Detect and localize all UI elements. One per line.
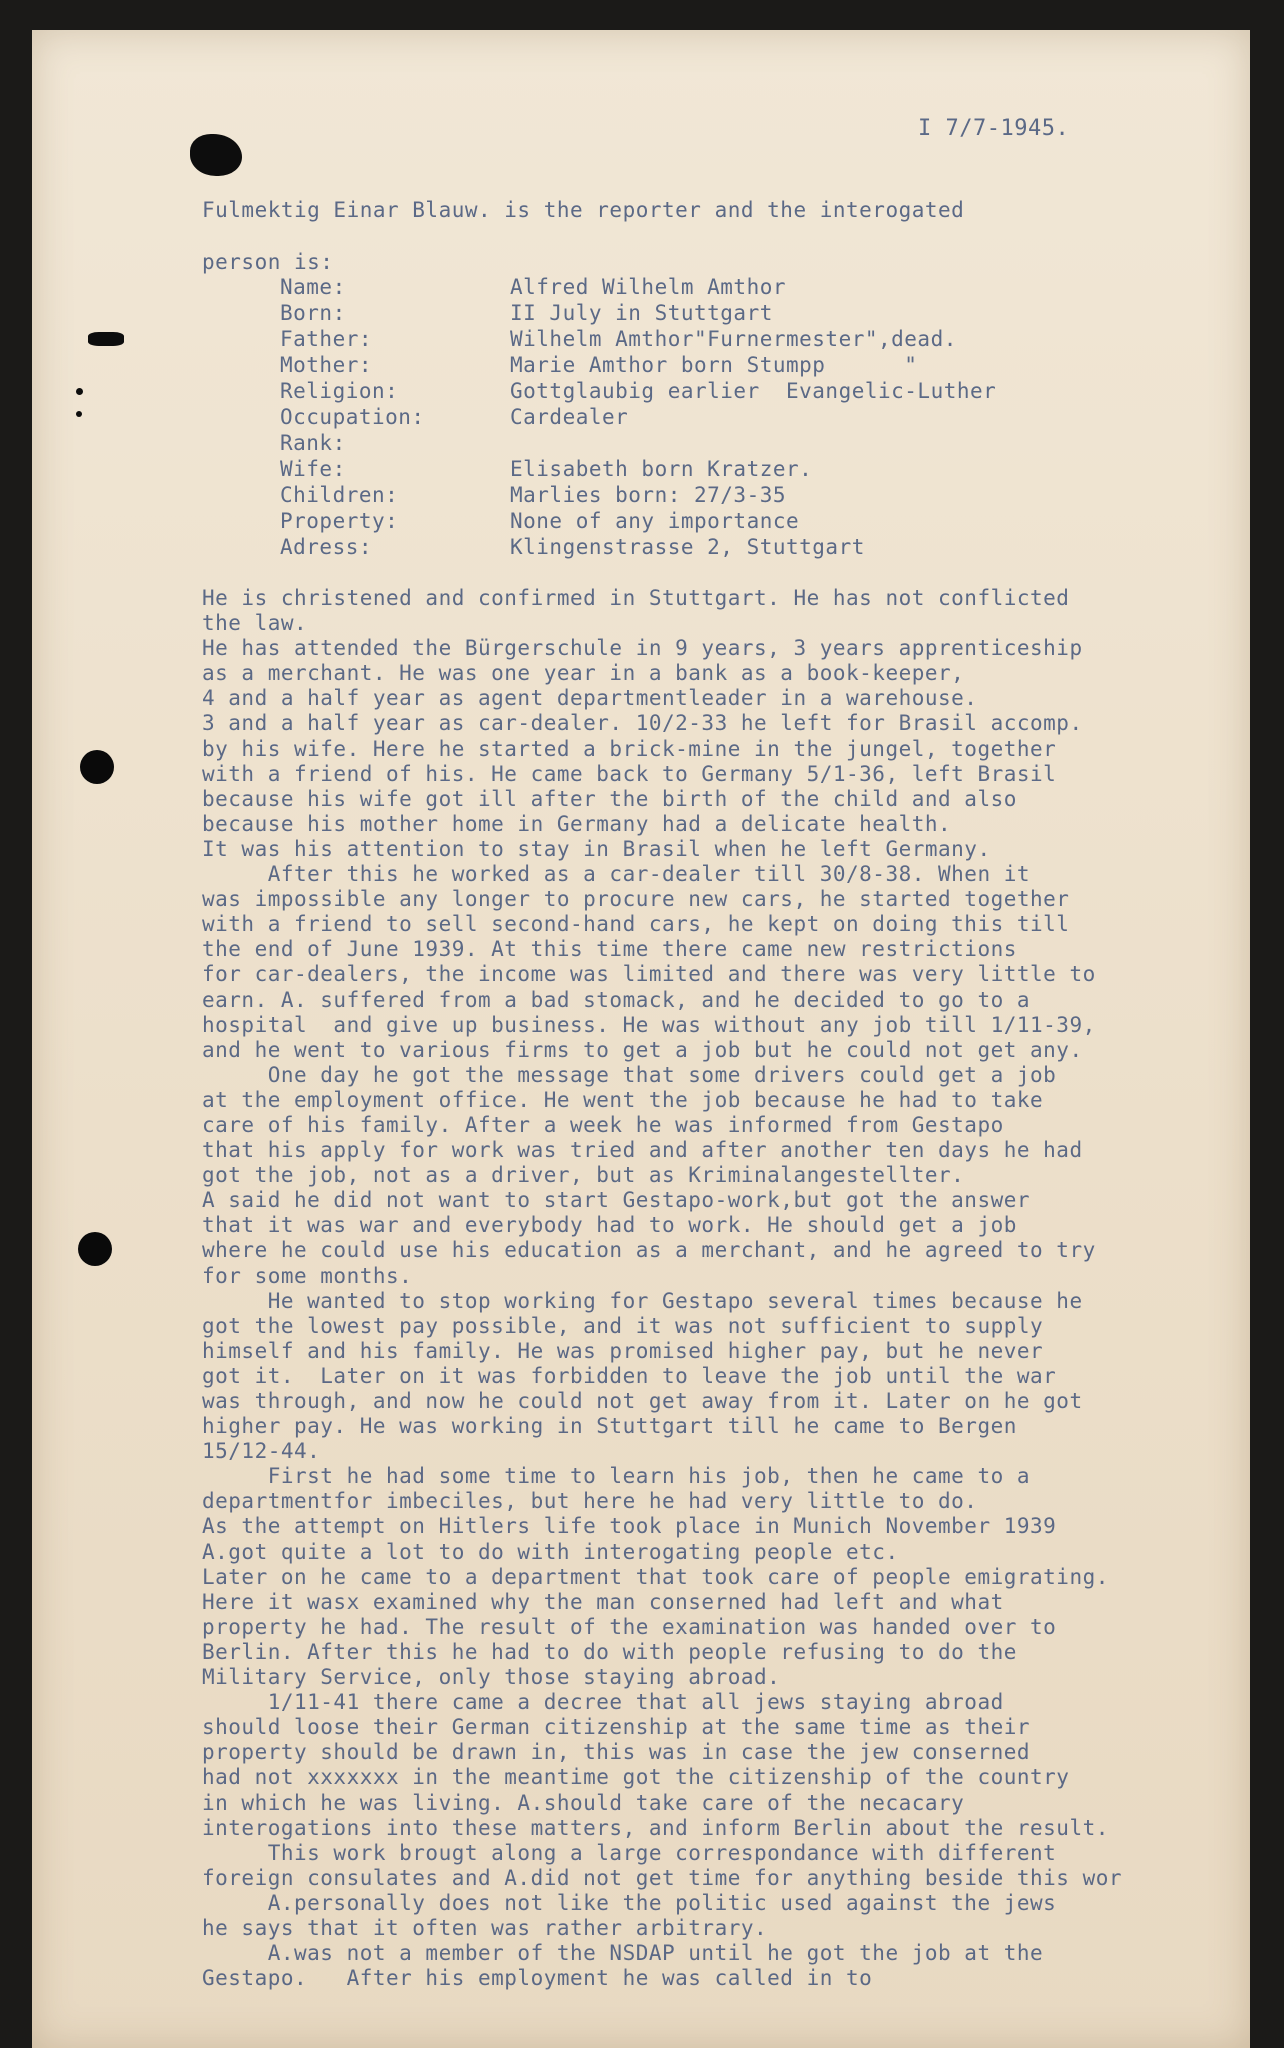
body-line — [202, 1113, 1122, 1138]
body-line-text: Here it wasx examined why the man conserned had left and what — [202, 1589, 1004, 1614]
detail-value: Cardealer — [510, 405, 629, 429]
body-line — [202, 611, 1122, 636]
body-line — [202, 1088, 1122, 1113]
body-line — [202, 1866, 1122, 1891]
body-line — [202, 1063, 1122, 1088]
body-line-text: with a friend to sell second-hand cars, he kept on doing this till — [202, 912, 1070, 937]
body-line — [202, 1715, 1122, 1740]
body-line-text: 4 and a half year as agent departmentleader in a warehouse. — [202, 686, 978, 711]
body-line-text: should loose their German citizenship at the same time as their — [202, 1715, 1031, 1740]
body-line-text: A.personally does not like the politic used against the jews — [202, 1890, 1057, 1915]
document-date: I 7/7-1945. — [918, 116, 1070, 141]
body-line-text: for car-dealers, the income was limited and there was very little to — [202, 962, 1096, 987]
body-line-text: care of his family. After a week he was informed from Gestapo — [202, 1112, 1004, 1137]
body-line — [202, 1590, 1122, 1615]
body-line — [202, 1188, 1122, 1213]
punch-hole-bottom — [78, 1232, 112, 1266]
body-line-text: departmentfor imbeciles, but here he had very little to do. — [202, 1489, 978, 1514]
body-line-text: Military Service, only those staying abroad. — [202, 1665, 781, 1690]
detail-value: Marie Amthor born Stumpp " — [510, 353, 918, 377]
detail-label: Name: — [280, 275, 346, 299]
body-line — [202, 1540, 1122, 1565]
detail-value: Elisabeth born Kratzer. — [510, 457, 813, 481]
body-line — [202, 1640, 1122, 1665]
detail-value: Marlies born: 27/3-35 — [510, 483, 787, 507]
body-line-text: As the attempt on Hitlers life took place in Munich November 1939 — [202, 1514, 1057, 1539]
body-line-text: earn. A. suffered from a bad stomack, and he decided to go to a — [202, 987, 1031, 1012]
body-line — [202, 1740, 1122, 1765]
body-line — [202, 1816, 1122, 1841]
body-line-text: got the lowest pay possible, and it was not sufficient to supply — [202, 1313, 1044, 1338]
body-line — [202, 787, 1122, 812]
ink-dot — [76, 388, 83, 395]
body-line — [202, 1615, 1122, 1640]
body-line — [202, 962, 1122, 987]
body-line-text: One day he got the message that some drivers could get a job — [202, 1062, 1057, 1087]
body-line-text: property should be drawn in, this was in case the jew conserned — [202, 1740, 1031, 1765]
body-line-text: that it was war and everybody had to work. He should get a job — [202, 1213, 1017, 1238]
body-line-text: This work brougt along a large correspondance with different — [202, 1840, 1057, 1865]
body-line — [202, 686, 1122, 711]
body-line-text: by his wife. Here he started a brick-mine in the jungel, together — [202, 736, 1057, 761]
punch-hole-top — [80, 750, 114, 784]
detail-value: Alfred Wilhelm Amthor — [510, 275, 787, 299]
detail-label: Occupation: — [280, 405, 425, 429]
body-line — [202, 862, 1122, 887]
body-line — [202, 812, 1122, 837]
detail-label: Born: — [280, 301, 346, 325]
body-line — [202, 1791, 1122, 1816]
intro-line: Fulmektig Einar Blauw. is the reporter and the interogated — [202, 198, 965, 222]
document-page — [32, 30, 1250, 2048]
body-line-text: First he had some time to learn his job, then he came to a — [202, 1464, 1031, 1489]
detail-value: Gottglaubig earlier Evangelic-Luther — [510, 379, 997, 403]
body-line-text: had not xxxxxxx in the meantime got the citizenship of the country — [202, 1765, 1070, 1790]
body-line-text: Gestapo. After his employment he was called in to — [202, 1966, 873, 1991]
body-line — [202, 1339, 1122, 1364]
ink-blot-small — [88, 332, 124, 346]
body-line-text: 15/12-44. — [202, 1439, 321, 1464]
report-body — [202, 586, 1122, 1991]
body-line-text: A said he did not want to start Gestapo-work,but got the answer — [202, 1188, 1031, 1213]
body-line-text: and he went to various firms to get a job but he could not get any. — [202, 1037, 1083, 1062]
body-line-text: in which he was living. A.should take care of the necacary — [202, 1790, 965, 1815]
detail-label: Adress: — [280, 535, 373, 559]
body-line-text: He has attended the Bürgerschule in 9 years, 3 years apprenticeship — [202, 636, 1083, 661]
body-line-text: A.got quite a lot to do with interogating people etc. — [202, 1539, 899, 1564]
body-line — [202, 1565, 1122, 1590]
body-line — [202, 1439, 1122, 1464]
body-line-text: He is christened and confirmed in Stuttgart. He has not conflicted — [202, 586, 1070, 610]
detail-value: II July in Stuttgart — [510, 301, 773, 325]
body-line-text: He wanted to stop working for Gestapo several times because he — [202, 1288, 1083, 1313]
body-line — [202, 636, 1122, 661]
detail-label: Children: — [280, 483, 399, 507]
body-line — [202, 1238, 1122, 1263]
body-line — [202, 1314, 1122, 1339]
detail-value: Klingenstrasse 2, Stuttgart — [510, 535, 865, 559]
body-line-text: foreign consulates and A.did not get time for anything beside this wor — [202, 1865, 1123, 1890]
body-line — [202, 1941, 1122, 1966]
detail-label: Religion: — [280, 379, 399, 403]
body-line-text: he says that it often was rather arbitrary. — [202, 1915, 768, 1940]
detail-value: None of any importance — [510, 509, 800, 533]
body-line — [202, 1213, 1122, 1238]
body-line — [202, 887, 1122, 912]
body-line — [202, 1489, 1122, 1514]
body-line-text: 3 and a half year as car-dealer. 10/2-33 he left for Brasil accomp. — [202, 711, 1083, 736]
body-line — [202, 1414, 1122, 1439]
body-line — [202, 837, 1122, 862]
body-line — [202, 762, 1122, 787]
body-line-text: It was his attention to stay in Brasil when he left Germany. — [202, 836, 991, 861]
body-line — [202, 1690, 1122, 1715]
ink-dot — [76, 411, 82, 417]
body-line — [202, 1163, 1122, 1188]
body-line — [202, 586, 1122, 611]
body-line-text: because his mother home in Germany had a delicate health. — [202, 811, 952, 836]
body-line-text: A.was not a member of the NSDAP until he got the job at the — [202, 1941, 1044, 1966]
body-line — [202, 1013, 1122, 1038]
detail-label: Wife: — [280, 457, 346, 481]
body-line — [202, 1891, 1122, 1916]
body-line — [202, 1765, 1122, 1790]
body-line-text: was through, and now he could not get away from it. Later on he got — [202, 1389, 1083, 1413]
body-line — [202, 711, 1122, 736]
body-line-text: where he could use his education as a merchant, and he agreed to try — [202, 1238, 1096, 1263]
body-line-text: Berlin. After this he had to do with people refusing to do the — [202, 1639, 1017, 1664]
body-line — [202, 1138, 1122, 1163]
body-line-text: the law. — [202, 611, 308, 636]
body-line-text: higher pay. He was working in Stuttgart till he came to Bergen — [202, 1414, 1017, 1439]
body-line — [202, 661, 1122, 686]
detail-value: Wilhelm Amthor"Furnermester",dead. — [510, 327, 957, 351]
body-line — [202, 1841, 1122, 1866]
ink-blot — [190, 134, 242, 176]
body-line — [202, 1916, 1122, 1941]
body-line-text: was impossible any longer to procure new cars, he started together — [202, 887, 1070, 912]
detail-label: Rank: — [280, 431, 346, 455]
body-line-text: hospital and give up business. He was without any job till 1/11-39, — [202, 1012, 1096, 1037]
person-label: person is: — [202, 250, 334, 274]
body-line — [202, 1289, 1122, 1314]
body-line-text: the end of June 1939. At this time there came new restrictions — [202, 937, 1017, 962]
body-line — [202, 1364, 1122, 1389]
body-line — [202, 937, 1122, 962]
body-line-text: as a merchant. He was one year in a bank as a book-keeper, — [202, 661, 965, 686]
body-line — [202, 737, 1122, 762]
body-line — [202, 1665, 1122, 1690]
body-line-text: 1/11-41 there came a decree that all jews staying abroad — [202, 1690, 1004, 1715]
body-line-text: Later on he came to a department that took care of people emigrating. — [202, 1564, 1109, 1589]
body-line-text: for some months. — [202, 1263, 413, 1288]
detail-label: Father: — [280, 327, 373, 351]
body-line-text: that his apply for work was tried and after another ten days he had — [202, 1138, 1083, 1163]
body-line — [202, 912, 1122, 937]
body-line-text: himself and his family. He was promised higher pay, but he never — [202, 1338, 1044, 1363]
body-line — [202, 1264, 1122, 1289]
body-line-text: After this he worked as a car-dealer till 30/8-38. When it — [202, 862, 1031, 887]
body-line-text: got the job, not as a driver, but as Kriminalangestellter. — [202, 1163, 965, 1188]
body-line — [202, 988, 1122, 1013]
detail-label: Property: — [280, 509, 399, 533]
body-line-text: got it. Later on it was forbidden to leave the job until the war — [202, 1363, 1057, 1388]
body-line — [202, 1514, 1122, 1539]
body-line-text: property he had. The result of the examination was handed over to — [202, 1614, 1057, 1639]
body-line-text: at the employment office. He went the job because he had to take — [202, 1087, 1044, 1112]
detail-label: Mother: — [280, 353, 373, 377]
body-line-text: with a friend of his. He came back to Germany 5/1-36, left Brasil — [202, 761, 1057, 786]
body-line — [202, 1389, 1122, 1414]
body-line — [202, 1966, 1122, 1991]
body-line-text: interogations into these matters, and inform Berlin about the result. — [202, 1815, 1109, 1840]
body-line — [202, 1464, 1122, 1489]
body-line — [202, 1038, 1122, 1063]
body-line-text: because his wife got ill after the birth of the child and also — [202, 786, 1017, 811]
